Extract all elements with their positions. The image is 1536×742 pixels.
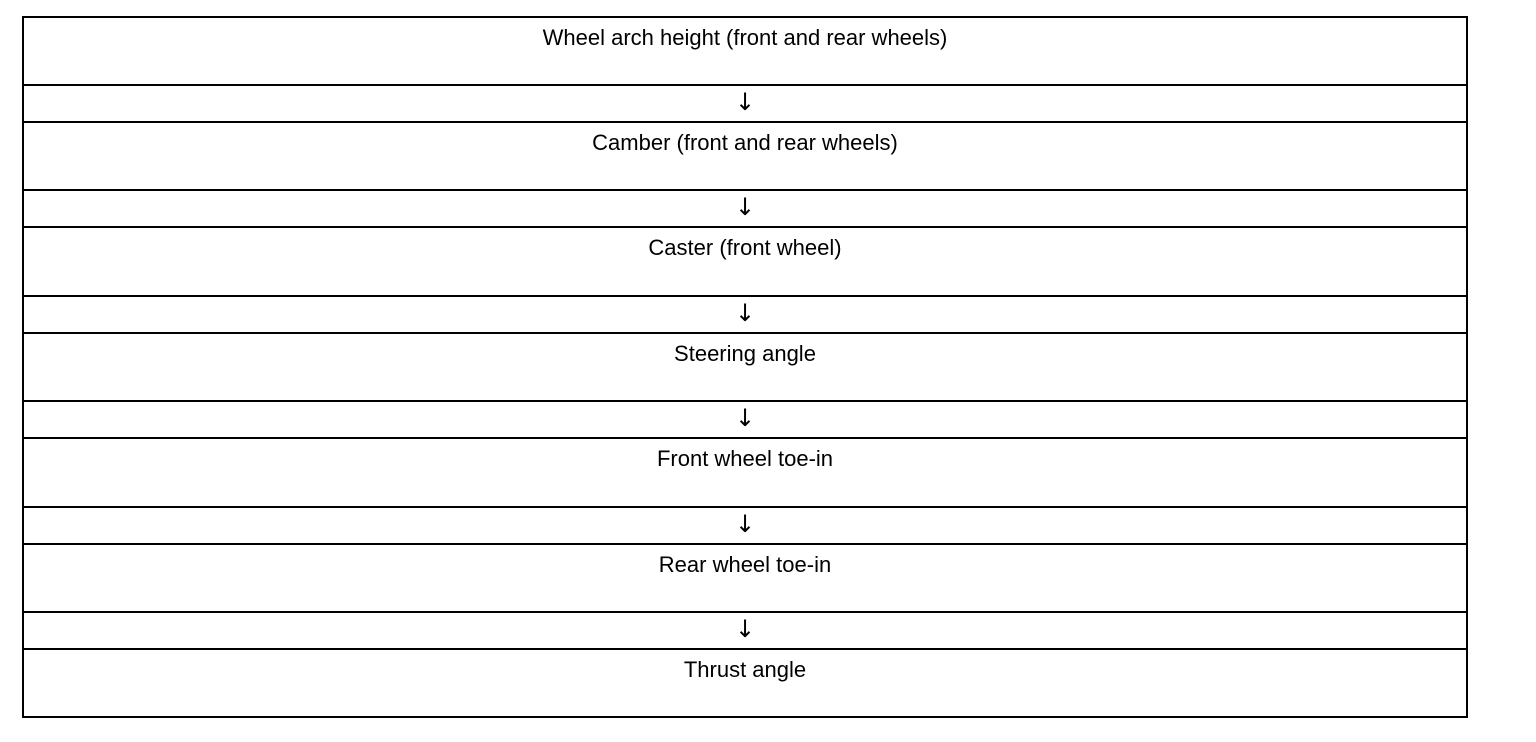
step-row	[24, 228, 1466, 297]
step-label-thrust-angle: Thrust angle	[683, 657, 807, 682]
step-row	[24, 545, 1466, 613]
step-row	[24, 650, 1466, 716]
down-arrow-icon: ↓	[734, 615, 756, 643]
step-label-camber: Camber (front and rear wheels)	[592, 130, 898, 155]
step-label-caster: Caster (front wheel)	[648, 235, 842, 260]
down-arrow-icon: ↓	[734, 404, 756, 432]
down-arrow-icon: ↓	[734, 193, 756, 221]
step-label-front-wheel-toe-in: Front wheel toe-in	[656, 446, 834, 471]
step-label-wheel-arch-height: Wheel arch height (front and rear wheels)	[542, 25, 948, 50]
step-label-steering-angle: Steering angle	[674, 341, 816, 366]
step-row	[24, 18, 1466, 86]
arrow-row	[24, 402, 1466, 439]
step-row	[24, 123, 1466, 191]
down-arrow-icon: ↓	[734, 88, 756, 116]
arrow-row	[24, 297, 1466, 334]
arrow-row	[24, 508, 1466, 545]
down-arrow-icon: ↓	[734, 299, 756, 327]
arrow-row	[24, 191, 1466, 228]
arrow-row	[24, 613, 1466, 650]
down-arrow-icon: ↓	[734, 510, 756, 538]
arrow-row	[24, 86, 1466, 123]
step-label-rear-wheel-toe-in: Rear wheel toe-in	[658, 552, 832, 577]
adjustment-sequence-table	[22, 16, 1468, 718]
step-row	[24, 334, 1466, 402]
step-row	[24, 439, 1466, 508]
